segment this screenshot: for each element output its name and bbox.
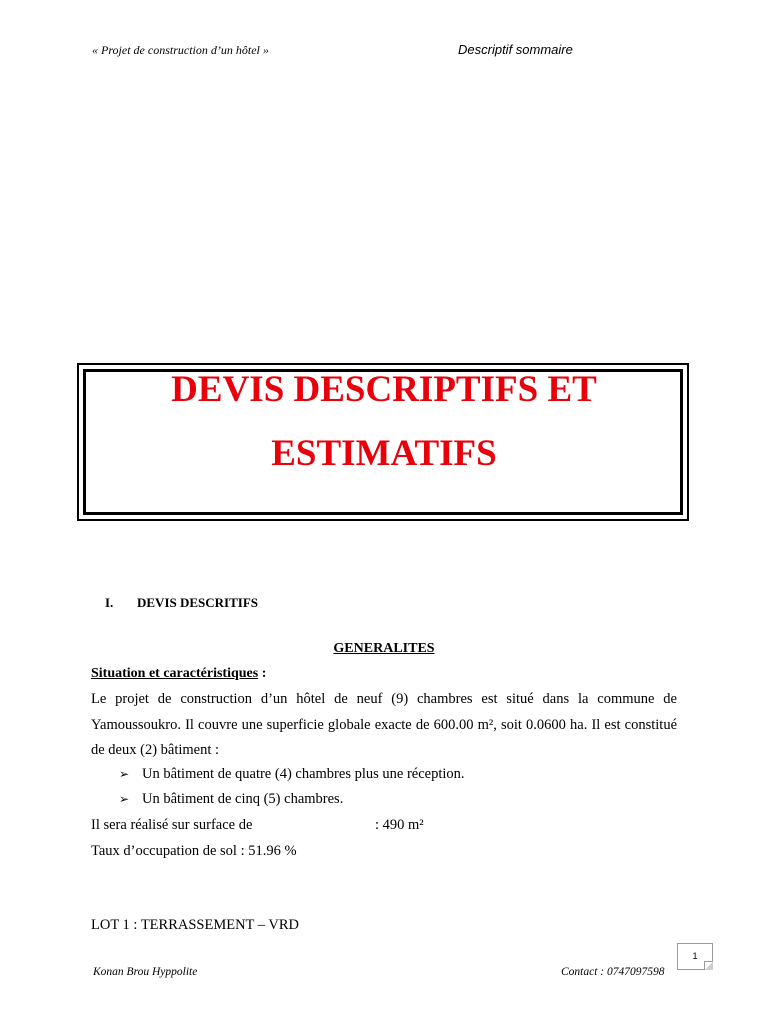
situation-heading bbox=[91, 666, 266, 682]
lot-heading: LOT 1 : TERRASSEMENT – VRD bbox=[91, 917, 299, 933]
situation-paragraph: Le projet de construction d’un hôtel de neuf (9) chambres est situé dans la commune de Yamoussoukro. Il couvre une superficie globale exacte de 600.00 m², soit 0.0600 ha. Il est constitué de deux (2) bâtiment : bbox=[91, 691, 677, 758]
occupation-rate: Taux d’occupation de sol : 51.96 % bbox=[91, 843, 297, 859]
section-number: I. bbox=[105, 595, 114, 610]
generalites-heading: GENERALITES bbox=[333, 641, 435, 656]
section-title: DEVIS DESCRITIFS bbox=[137, 595, 259, 610]
situation-heading-colon: : bbox=[258, 666, 267, 681]
document-title-line-2: ESTIMATIFS bbox=[271, 433, 497, 474]
list-item bbox=[119, 791, 343, 808]
footer-contact: Contact : 0747097598 bbox=[561, 966, 665, 978]
page-number-box bbox=[677, 943, 713, 970]
document-title-line-1: DEVIS DESCRIPTIFS ET bbox=[171, 369, 597, 410]
page-number: 1 bbox=[692, 951, 698, 961]
list-item-text: Un bâtiment de quatre (4) chambres plus une réception. bbox=[142, 766, 465, 782]
surface-label: Il sera réalisé sur surface de bbox=[91, 817, 253, 833]
page-fold-icon bbox=[704, 961, 713, 970]
surface-value: : 490 m² bbox=[375, 817, 424, 833]
arrow-bullet-icon: ➢ bbox=[119, 792, 130, 806]
situation-heading-text: Situation et caractéristiques bbox=[91, 666, 259, 681]
list-item bbox=[119, 766, 465, 783]
list-item-text: Un bâtiment de cinq (5) chambres. bbox=[142, 791, 344, 807]
header-project-title: « Projet de construction d’un hôtel » bbox=[92, 43, 269, 57]
footer-author: Konan Brou Hyppolite bbox=[93, 966, 198, 978]
header-document-type: Descriptif sommaire bbox=[458, 42, 573, 57]
arrow-bullet-icon: ➢ bbox=[119, 767, 130, 781]
